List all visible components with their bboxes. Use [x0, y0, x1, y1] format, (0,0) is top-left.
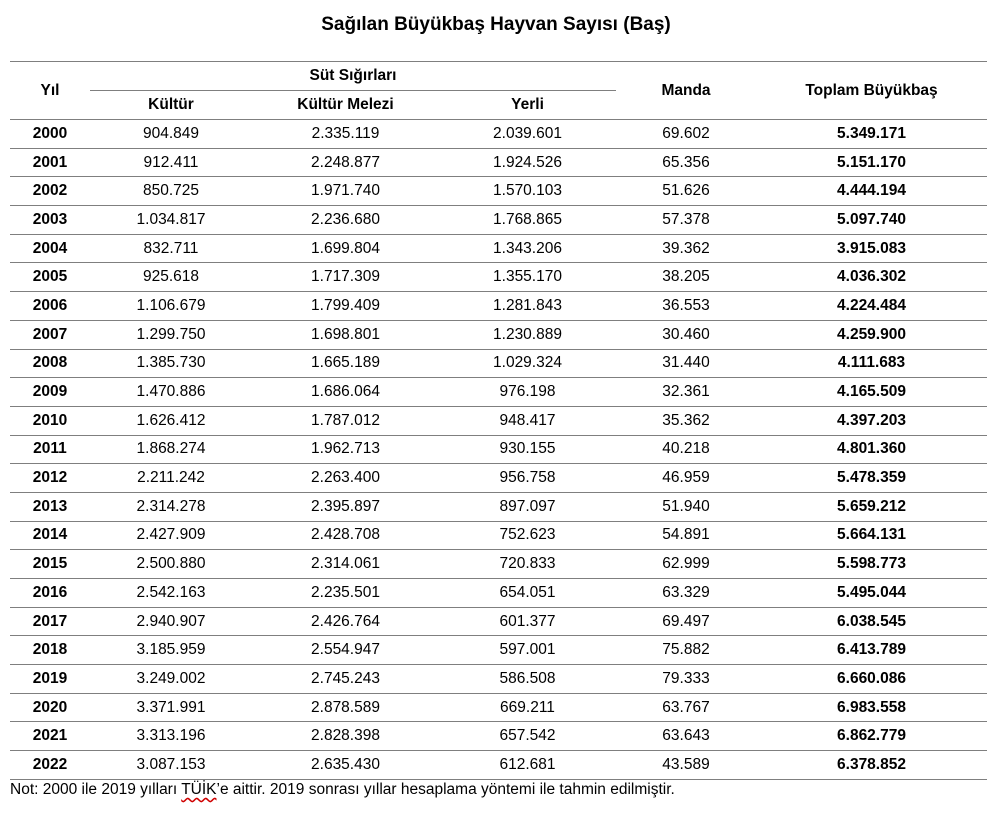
total-cell: 6.378.852 — [756, 751, 987, 780]
header-year: Yıl — [10, 62, 90, 120]
header-manda: Manda — [616, 62, 756, 120]
livestock-table — [10, 61, 987, 780]
kultur-melezi-cell: 2.428.708 — [252, 521, 439, 550]
kultur-cell: 2.314.278 — [90, 492, 252, 521]
year-cell: 2000 — [10, 120, 90, 149]
year-cell: 2014 — [10, 521, 90, 550]
year-cell: 2007 — [10, 320, 90, 349]
yerli-cell: 669.211 — [439, 693, 616, 722]
table-row — [10, 521, 987, 550]
kultur-cell: 2.542.163 — [90, 579, 252, 608]
total-cell: 4.444.194 — [756, 177, 987, 206]
table-row — [10, 120, 987, 149]
kultur-melezi-cell: 2.335.119 — [252, 120, 439, 149]
total-cell: 5.664.131 — [756, 521, 987, 550]
table-row — [10, 665, 987, 694]
table-row — [10, 579, 987, 608]
kultur-melezi-cell: 1.665.189 — [252, 349, 439, 378]
yerli-cell: 1.924.526 — [439, 148, 616, 177]
kultur-melezi-cell: 1.699.804 — [252, 234, 439, 263]
yerli-cell: 956.758 — [439, 464, 616, 493]
kultur-melezi-cell: 2.878.589 — [252, 693, 439, 722]
kultur-melezi-cell: 1.971.740 — [252, 177, 439, 206]
yerli-cell: 1.230.889 — [439, 320, 616, 349]
total-cell: 4.259.900 — [756, 320, 987, 349]
header-yerli: Yerli — [439, 91, 616, 120]
kultur-cell: 904.849 — [90, 120, 252, 149]
manda-cell: 30.460 — [616, 320, 756, 349]
table-row — [10, 177, 987, 206]
year-cell: 2013 — [10, 492, 90, 521]
kultur-melezi-cell: 2.395.897 — [252, 492, 439, 521]
manda-cell: 57.378 — [616, 206, 756, 235]
kultur-cell: 3.249.002 — [90, 665, 252, 694]
year-cell: 2021 — [10, 722, 90, 751]
manda-cell: 63.767 — [616, 693, 756, 722]
table-row — [10, 550, 987, 579]
manda-cell: 40.218 — [616, 435, 756, 464]
yerli-cell: 1.029.324 — [439, 349, 616, 378]
year-cell: 2010 — [10, 406, 90, 435]
manda-cell: 62.999 — [616, 550, 756, 579]
header-kultur-melezi: Kültür Melezi — [252, 91, 439, 120]
year-cell: 2003 — [10, 206, 90, 235]
header-group-dairy-cattle — [90, 62, 616, 91]
manda-cell: 31.440 — [616, 349, 756, 378]
manda-cell: 63.643 — [616, 722, 756, 751]
total-cell: 5.097.740 — [756, 206, 987, 235]
total-cell: 5.659.212 — [756, 492, 987, 521]
manda-cell: 69.497 — [616, 607, 756, 636]
kultur-melezi-cell: 2.248.877 — [252, 148, 439, 177]
year-cell: 2016 — [10, 579, 90, 608]
yerli-cell: 601.377 — [439, 607, 616, 636]
year-cell: 2017 — [10, 607, 90, 636]
total-cell: 6.660.086 — [756, 665, 987, 694]
kultur-cell: 1.626.412 — [90, 406, 252, 435]
table-row — [10, 435, 987, 464]
kultur-melezi-cell: 1.698.801 — [252, 320, 439, 349]
year-cell: 2005 — [10, 263, 90, 292]
total-cell: 4.397.203 — [756, 406, 987, 435]
kultur-cell: 1.385.730 — [90, 349, 252, 378]
manda-cell: 36.553 — [616, 292, 756, 321]
total-cell: 5.349.171 — [756, 120, 987, 149]
yerli-cell: 1.355.170 — [439, 263, 616, 292]
year-cell: 2018 — [10, 636, 90, 665]
table-row — [10, 320, 987, 349]
kultur-cell: 1.470.886 — [90, 378, 252, 407]
year-cell: 2004 — [10, 234, 90, 263]
yerli-cell: 612.681 — [439, 751, 616, 780]
table-row — [10, 751, 987, 780]
yerli-cell: 976.198 — [439, 378, 616, 407]
yerli-cell: 752.623 — [439, 521, 616, 550]
footnote-source-name: TÜİK — [181, 781, 217, 798]
total-cell: 5.151.170 — [756, 148, 987, 177]
kultur-melezi-cell: 2.314.061 — [252, 550, 439, 579]
kultur-cell: 832.711 — [90, 234, 252, 263]
manda-cell: 43.589 — [616, 751, 756, 780]
year-cell: 2022 — [10, 751, 90, 780]
kultur-cell: 2.427.909 — [90, 521, 252, 550]
yerli-cell: 1.281.843 — [439, 292, 616, 321]
table-row — [10, 378, 987, 407]
year-cell: 2008 — [10, 349, 90, 378]
year-cell: 2006 — [10, 292, 90, 321]
kultur-cell: 850.725 — [90, 177, 252, 206]
table-header — [10, 62, 987, 120]
table-row — [10, 636, 987, 665]
yerli-cell: 720.833 — [439, 550, 616, 579]
kultur-cell: 1.868.274 — [90, 435, 252, 464]
kultur-cell: 3.371.991 — [90, 693, 252, 722]
yerli-cell: 930.155 — [439, 435, 616, 464]
manda-cell: 51.940 — [616, 492, 756, 521]
manda-cell: 79.333 — [616, 665, 756, 694]
kultur-melezi-cell: 2.554.947 — [252, 636, 439, 665]
table-row — [10, 263, 987, 292]
manda-cell: 69.602 — [616, 120, 756, 149]
year-cell: 2012 — [10, 464, 90, 493]
kultur-cell: 3.185.959 — [90, 636, 252, 665]
kultur-cell: 2.211.242 — [90, 464, 252, 493]
kultur-melezi-cell: 2.426.764 — [252, 607, 439, 636]
total-cell: 6.413.789 — [756, 636, 987, 665]
kultur-melezi-cell: 1.962.713 — [252, 435, 439, 464]
table-row — [10, 722, 987, 751]
kultur-cell: 2.940.907 — [90, 607, 252, 636]
kultur-cell: 1.034.817 — [90, 206, 252, 235]
kultur-melezi-cell: 2.828.398 — [252, 722, 439, 751]
footnote — [10, 781, 675, 799]
total-cell: 5.495.044 — [756, 579, 987, 608]
manda-cell: 35.362 — [616, 406, 756, 435]
manda-cell: 39.362 — [616, 234, 756, 263]
yerli-cell: 948.417 — [439, 406, 616, 435]
yerli-cell: 657.542 — [439, 722, 616, 751]
kultur-cell: 1.299.750 — [90, 320, 252, 349]
page-title: Sağılan Büyükbaş Hayvan Sayısı (Baş) — [321, 14, 671, 35]
header-group-label: Süt Sığırları — [309, 67, 397, 84]
yerli-cell: 1.343.206 — [439, 234, 616, 263]
yerli-cell: 1.768.865 — [439, 206, 616, 235]
yerli-cell: 597.001 — [439, 636, 616, 665]
total-cell: 4.111.683 — [756, 349, 987, 378]
year-cell: 2019 — [10, 665, 90, 694]
table-row — [10, 234, 987, 263]
total-cell: 4.165.509 — [756, 378, 987, 407]
kultur-melezi-cell: 1.787.012 — [252, 406, 439, 435]
year-cell: 2001 — [10, 148, 90, 177]
table-row — [10, 492, 987, 521]
kultur-cell: 1.106.679 — [90, 292, 252, 321]
kultur-melezi-cell: 2.236.680 — [252, 206, 439, 235]
manda-cell: 32.361 — [616, 378, 756, 407]
kultur-cell: 3.313.196 — [90, 722, 252, 751]
manda-cell: 75.882 — [616, 636, 756, 665]
kultur-cell: 912.411 — [90, 148, 252, 177]
manda-cell: 54.891 — [616, 521, 756, 550]
table-row — [10, 464, 987, 493]
table-body — [10, 120, 987, 780]
table-row — [10, 406, 987, 435]
table-row — [10, 206, 987, 235]
kultur-cell: 925.618 — [90, 263, 252, 292]
kultur-melezi-cell: 1.686.064 — [252, 378, 439, 407]
total-cell: 3.915.083 — [756, 234, 987, 263]
total-cell: 5.598.773 — [756, 550, 987, 579]
kultur-melezi-cell: 2.635.430 — [252, 751, 439, 780]
total-cell: 6.862.779 — [756, 722, 987, 751]
year-cell: 2020 — [10, 693, 90, 722]
total-cell: 4.036.302 — [756, 263, 987, 292]
total-cell: 6.983.558 — [756, 693, 987, 722]
total-cell: 4.224.484 — [756, 292, 987, 321]
table-row — [10, 607, 987, 636]
table-row — [10, 693, 987, 722]
kultur-melezi-cell: 2.263.400 — [252, 464, 439, 493]
kultur-melezi-cell: 1.717.309 — [252, 263, 439, 292]
manda-cell: 51.626 — [616, 177, 756, 206]
year-cell: 2011 — [10, 435, 90, 464]
kultur-melezi-cell: 1.799.409 — [252, 292, 439, 321]
table-row — [10, 349, 987, 378]
yerli-cell: 897.097 — [439, 492, 616, 521]
footnote-text-end: ’e aittir. 2019 sonrası yıllar hesaplama yöntemi ile tahmin edilmiştir. — [216, 781, 675, 798]
year-cell: 2015 — [10, 550, 90, 579]
yerli-cell: 586.508 — [439, 665, 616, 694]
header-kultur: Kültür — [90, 91, 252, 120]
table-row — [10, 292, 987, 321]
total-cell: 4.801.360 — [756, 435, 987, 464]
yerli-cell: 654.051 — [439, 579, 616, 608]
year-cell: 2002 — [10, 177, 90, 206]
kultur-melezi-cell: 2.235.501 — [252, 579, 439, 608]
manda-cell: 65.356 — [616, 148, 756, 177]
kultur-cell: 3.087.153 — [90, 751, 252, 780]
manda-cell: 63.329 — [616, 579, 756, 608]
manda-cell: 46.959 — [616, 464, 756, 493]
header-total: Toplam Büyükbaş — [756, 62, 987, 120]
yerli-cell: 1.570.103 — [439, 177, 616, 206]
total-cell: 5.478.359 — [756, 464, 987, 493]
yerli-cell: 2.039.601 — [439, 120, 616, 149]
year-cell: 2009 — [10, 378, 90, 407]
table-row — [10, 148, 987, 177]
kultur-cell: 2.500.880 — [90, 550, 252, 579]
footnote-text-start: Not: 2000 ile 2019 yılları — [10, 781, 182, 798]
total-cell: 6.038.545 — [756, 607, 987, 636]
manda-cell: 38.205 — [616, 263, 756, 292]
kultur-melezi-cell: 2.745.243 — [252, 665, 439, 694]
